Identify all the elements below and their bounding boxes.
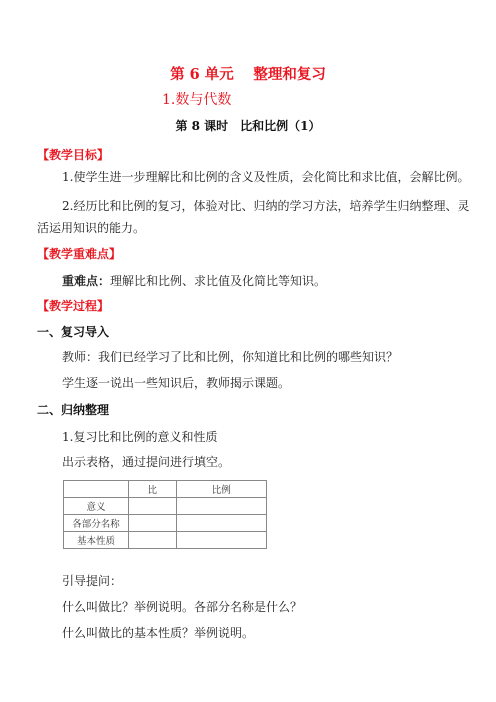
table-row-label: 基本性质	[64, 532, 129, 549]
table-row	[64, 498, 267, 515]
prompt-line-1: 引导提问：	[62, 574, 123, 588]
lesson-title: 第 8 课时 比和比例（1）	[175, 119, 321, 133]
goals-header: 【教学目标】	[37, 148, 110, 162]
key-points-line	[62, 272, 326, 289]
unit-title: 第 6 单元 整理和复习	[170, 66, 326, 83]
table-cell	[129, 515, 177, 532]
prompt-line-3: 什么叫做比的基本性质？举例说明。	[62, 626, 255, 640]
part2-line-1: 1.复习比和比例的意义和性质	[62, 430, 218, 444]
table-cell	[176, 498, 266, 515]
part2-title: 二、归纳整理	[37, 403, 110, 417]
key-points-text: 理解比和比例、求比值及化简比等知识。	[110, 274, 327, 288]
comparison-table	[63, 480, 267, 549]
table-cell	[129, 532, 177, 549]
table-cell	[176, 515, 266, 532]
table-header-cell: 比	[129, 481, 177, 498]
section-title: 1.数与代数	[162, 92, 232, 108]
key-points-label: 重难点：	[62, 274, 111, 288]
prompt-line-2: 什么叫做比？举例说明。各部分名称是什么？	[62, 600, 303, 614]
table-header-cell	[64, 481, 129, 498]
table-row-label: 各部分名称	[64, 515, 129, 532]
table-row-label: 意义	[64, 498, 129, 515]
key-points-header: 【教学重难点】	[37, 247, 122, 261]
table-header-cell: 比例	[176, 481, 266, 498]
table-cell	[176, 532, 266, 549]
part1-line-1: 教师：我们已经学习了比和比例，你知道比和比例的哪些知识？	[62, 350, 399, 364]
goal-line-1: 1.使学生进一步理解比和比例的含义及性质，会化简比和求比值，会解比例。	[62, 170, 470, 184]
table-row	[64, 532, 267, 549]
table-cell	[129, 498, 177, 515]
table-header-row	[64, 481, 267, 498]
process-header: 【教学过程】	[37, 299, 110, 313]
part1-title: 一、复习导入	[37, 325, 110, 339]
part1-line-2: 学生逐一说出一些知识后，教师揭示课题。	[62, 376, 291, 390]
goal-line-2: 2.经历比和比例的复习，体验对比、归纳的学习方法，培养学生归纳整理、灵	[62, 199, 470, 213]
goal-line-3: 活运用知识的能力。	[37, 221, 146, 235]
part2-line-2: 出示表格，通过提问进行填空。	[62, 455, 231, 469]
table-row	[64, 515, 267, 532]
